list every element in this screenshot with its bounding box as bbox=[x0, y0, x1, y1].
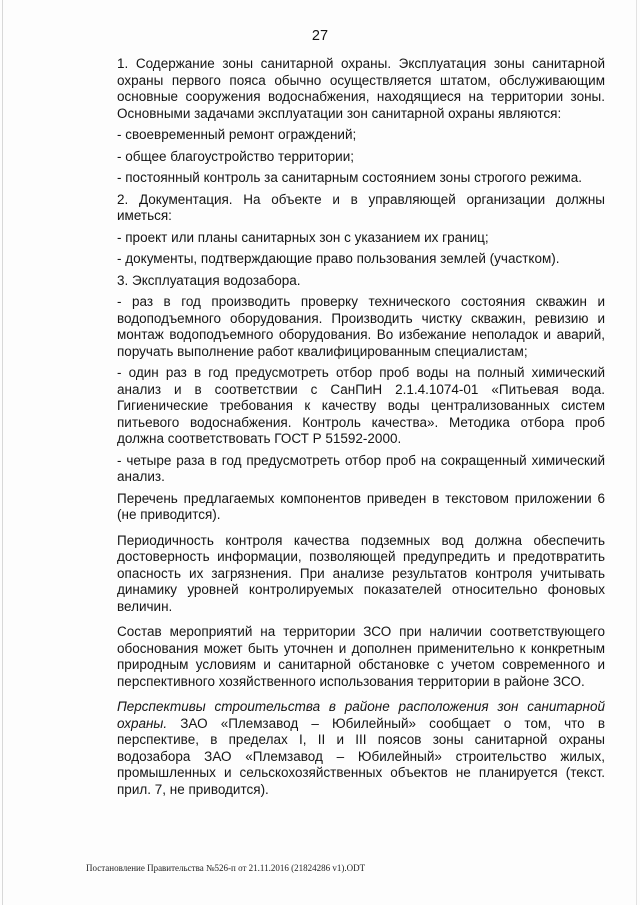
list-item-annual-inspection: - раз в год производить проверку технического состояния скважин и водоподъемного оборудования. Производить чистку скважин, ревизию и монтаж водоподъемного оборудования. Во избежание неполадок и аварий, поручать выполнение работ квалифицированным специалистам; bbox=[117, 294, 605, 359]
list-item-land-documents: - документы, подтверждающие право пользования землей (участком). bbox=[117, 251, 560, 266]
list-item-constant-control: - постоянный контроль за санитарным состоянием зоны строгого режима. bbox=[117, 170, 583, 185]
paragraph-water-intake-operation: 3. Эксплуатация водозабора. bbox=[117, 272, 301, 288]
list-item-full-chemical-analysis: - один раз в год предусмотреть отбор проб воды на полный химический анализ и в соответствии с СанПиН 2.1.4.1074-01 «Питьевая вода. Гигиенические требования к качеству воды централизованных систем питьевого водоснабжения. Контроль качества». Методика отбора проб должна соответствовать ГОСТ Р 51592-2000. bbox=[117, 365, 605, 446]
document-body bbox=[117, 56, 605, 803]
paragraph-documentation: 2. Документация. На объекте и в управляющей организации должны иметься: bbox=[117, 191, 605, 223]
list-item-fence-repair: - своевременный ремонт ограждений; bbox=[117, 127, 357, 142]
paragraph-monitoring-frequency: Периодичность контроля качества подземных вод должна обеспечить достоверность информации, позволяющей предупредить и предотвратить опасность их загрязнения. При анализе результатов контроля учитывать динамику уровней контролируемых показателей относительно фоновых величин. bbox=[117, 532, 605, 614]
prospects-text: ЗАО «Племзавод – Юбилейный» сообщает о том, что в перспективе, в пределах I, II и III поясов зоны санитарной охраны водозабора ЗАО «Племзавод – Юбилейный» строительство жилых, промышленных и сельскохозяйственных объектов не планируется (текст. прил. 7, не приводится). bbox=[117, 715, 605, 797]
list-item-reduced-chemical-analysis: - четыре раза в год предусмотреть отбор проб на сокращенный химический анализ. bbox=[117, 452, 605, 484]
paragraph-sanitary-zone-content: 1. Содержание зоны санитарной охраны. Эксплуатация зоны санитарной охраны первого пояса обычно осуществляется штатом, обслуживающим основные сооружения водоснабжения, находящиеся на территории зоны. Основными задачами эксплуатации зон санитарной охраны являются: bbox=[117, 56, 605, 121]
list-item-landscaping: - общее благоустройство территории; bbox=[117, 148, 354, 164]
page-number: 27 bbox=[311, 28, 329, 44]
paragraph-components-list: Перечень предлагаемых компонентов приведен в текстовом приложении 6 (не приводится). bbox=[117, 490, 605, 522]
prospects-heading: Перспективы строительства в районе расположения зон санитарной охраны. bbox=[117, 699, 605, 731]
paragraph-construction-prospects bbox=[117, 699, 605, 798]
list-item-project-plans: - проект или планы санитарных зон с указанием их границ; bbox=[117, 229, 489, 245]
document-footer: Постановление Правительства №526-п от 21.11.2016 (21824286 v1).ODT bbox=[86, 863, 366, 873]
scan-edge-right bbox=[636, 0, 637, 905]
paragraph-measures-composition: Состав мероприятий на территории ЗСО при наличии соответствующего обоснования может быть уточнен и дополнен применительно к конкретным природным условиям и санитарной обстановке с учетом современного и перспективного хозяйственного использования территории в районе ЗСО. bbox=[117, 624, 605, 689]
scan-edge-left bbox=[2, 0, 3, 905]
